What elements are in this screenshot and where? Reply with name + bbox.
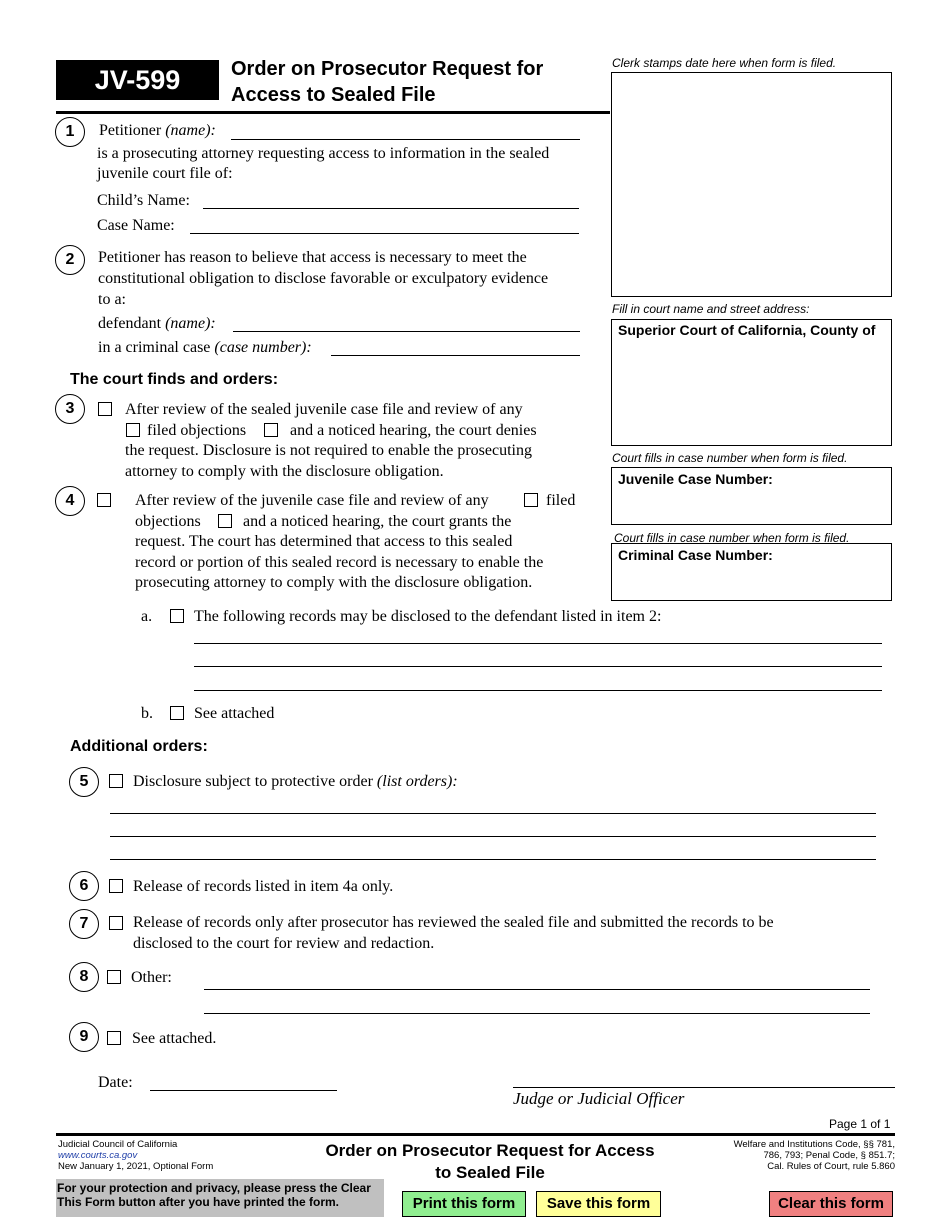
item-6-number: 6 xyxy=(69,871,99,901)
item-4-filed-checkbox[interactable] xyxy=(524,493,538,507)
item-3-filed-objections-checkbox[interactable] xyxy=(126,423,140,437)
item-4-line1: After review of the juvenile case file and review of any xyxy=(135,492,489,509)
item-4a-field-line2[interactable] xyxy=(194,666,882,667)
footer-code-line3: Cal. Rules of Court, rule 5.860 xyxy=(767,1161,895,1172)
item-9-checkbox[interactable] xyxy=(107,1031,121,1045)
criminal-case-title: Criminal Case Number: xyxy=(618,547,773,563)
item-5-field-line1[interactable] xyxy=(110,813,876,814)
item-4-number: 4 xyxy=(55,486,85,516)
item-3-line1: After review of the sealed juvenile case file and review of any xyxy=(125,401,523,418)
item-1-petitioner xyxy=(99,121,216,141)
item-4-line3: request. The court has determined that access to this sealed xyxy=(135,533,513,550)
item-3-noticed-hearing-checkbox[interactable] xyxy=(264,423,278,437)
item-4-noticed-hearing-checkbox[interactable] xyxy=(218,514,232,528)
item-9-number: 9 xyxy=(69,1022,99,1052)
item-1-text-line2: juvenile court file of: xyxy=(97,165,233,182)
item-7-line1: Release of records only after prosecutor has reviewed the sealed file and submitted the records to be xyxy=(133,914,774,931)
clerk-stamp-box xyxy=(611,72,892,297)
judge-label: Judge or Judicial Officer xyxy=(513,1089,685,1108)
criminal-text: in a criminal case xyxy=(98,339,211,356)
item-3-line4: attorney to comply with the disclosure obligation. xyxy=(125,463,444,480)
defendant-label xyxy=(98,314,216,334)
additional-orders-heading: Additional orders: xyxy=(70,738,208,755)
item-3-filed-objections: filed objections xyxy=(147,422,247,439)
date-field[interactable] xyxy=(150,1090,337,1091)
item-8-field-line2[interactable] xyxy=(204,1013,870,1014)
item-4-noticed-hearing: and a noticed hearing, the court grants the xyxy=(243,513,512,530)
defendant-text: defendant xyxy=(98,315,162,332)
juvenile-case-label: Court fills in case number when form is filed. xyxy=(612,451,848,465)
item-2-text-line2: constitutional obligation to disclose favorable or exculpatory evidence xyxy=(98,270,549,287)
petitioner-name-field[interactable] xyxy=(231,139,580,140)
item-3-checkbox[interactable] xyxy=(98,402,112,416)
judge-signature-line[interactable] xyxy=(513,1087,895,1088)
item-3-number: 3 xyxy=(55,394,85,424)
child-name-label: Child’s Name: xyxy=(97,192,190,209)
petitioner-label: Petitioner xyxy=(99,122,162,139)
item-4b-checkbox[interactable] xyxy=(170,706,184,720)
item-7-checkbox[interactable] xyxy=(109,916,123,930)
item-5-text xyxy=(133,772,458,792)
footer-website[interactable]: www.courts.ca.gov xyxy=(58,1150,138,1161)
item-4a-text: The following records may be disclosed to the defendant listed in item 2: xyxy=(194,608,662,625)
privacy-notice-line2: This Form button after you have printed the form. xyxy=(57,1195,340,1209)
court-address-box[interactable] xyxy=(611,319,892,446)
footer-code-line1: Welfare and Institutions Code, §§ 781, xyxy=(733,1139,895,1150)
item-2-number: 2 xyxy=(55,245,85,275)
form-title-line1: Order on Prosecutor Request for xyxy=(231,58,544,80)
item-8-checkbox[interactable] xyxy=(107,970,121,984)
form-id: JV-599 xyxy=(94,65,181,95)
criminal-case-number-label xyxy=(98,338,312,358)
date-label: Date: xyxy=(98,1074,133,1091)
clear-form-button[interactable]: Clear this form xyxy=(769,1191,893,1217)
item-4-objections: objections xyxy=(135,513,201,530)
item-1-text-line1: is a prosecuting attorney requesting access to information in the sealed xyxy=(97,145,550,162)
item-8-text: Other: xyxy=(131,969,172,986)
item-7-line2: disclosed to the court for review and redaction. xyxy=(133,935,435,952)
item-7-number: 7 xyxy=(69,909,99,939)
item-4a-checkbox[interactable] xyxy=(170,609,184,623)
criminal-case-number-field[interactable] xyxy=(331,355,580,356)
item-5-field-line3[interactable] xyxy=(110,859,876,860)
juvenile-case-title: Juvenile Case Number: xyxy=(618,471,773,487)
court-address-value: Superior Court of California, County of xyxy=(618,322,876,338)
item-4a-letter: a. xyxy=(141,608,153,625)
defendant-name-field[interactable] xyxy=(233,331,580,332)
item-1-number: 1 xyxy=(55,117,85,147)
clerk-stamp-label: Clerk stamps date here when form is filed. xyxy=(612,56,837,70)
item-8-number: 8 xyxy=(69,962,99,992)
case-name-field[interactable] xyxy=(190,233,579,234)
petitioner-hint: (name): xyxy=(165,122,216,139)
footer-code-line2: 786, 793; Penal Code, § 851.7; xyxy=(763,1150,895,1161)
defendant-hint: (name): xyxy=(165,315,216,332)
case-name-label: Case Name: xyxy=(97,217,175,234)
save-form-button[interactable]: Save this form xyxy=(536,1191,661,1217)
item-4b-letter: b. xyxy=(141,705,153,722)
findings-heading: The court finds and orders: xyxy=(70,371,279,388)
item-4b-text: See attached xyxy=(194,705,275,722)
header-rule xyxy=(56,111,610,114)
item-3-line3: the request. Disclosure is not required to enable the prosecuting xyxy=(125,442,532,459)
privacy-notice-line1: For your protection and privacy, please press the Clear xyxy=(57,1181,371,1195)
footer-council: Judicial Council of California xyxy=(58,1139,178,1150)
item-8-field-line1[interactable] xyxy=(204,989,870,990)
criminal-case-label: Court fills in case number when form is filed. xyxy=(614,531,850,545)
item-5-number: 5 xyxy=(69,767,99,797)
page-number: Page 1 of 1 xyxy=(829,1117,891,1131)
child-name-field[interactable] xyxy=(203,208,579,209)
item-4-filed: filed xyxy=(546,492,576,509)
item-6-text: Release of records listed in item 4a only. xyxy=(133,878,394,895)
item-3-noticed-hearing: and a noticed hearing, the court denies xyxy=(290,422,537,439)
item-4a-field-line3[interactable] xyxy=(194,690,882,691)
item-9-text: See attached. xyxy=(132,1030,217,1047)
footer-revised: New January 1, 2021, Optional Form xyxy=(58,1161,214,1172)
item-6-checkbox[interactable] xyxy=(109,879,123,893)
item-5-hint: (list orders): xyxy=(376,773,458,790)
item-4a-field-line1[interactable] xyxy=(194,643,882,644)
item-2-text-line3: to a: xyxy=(98,291,126,308)
item-4-checkbox[interactable] xyxy=(97,493,111,507)
item-5-checkbox[interactable] xyxy=(109,774,123,788)
item-5-field-line2[interactable] xyxy=(110,836,876,837)
item-4-line4: record or portion of this sealed record is necessary to enable the xyxy=(135,554,544,571)
criminal-hint: (case number): xyxy=(214,339,312,356)
form-title-line2: Access to Sealed File xyxy=(231,84,436,106)
print-form-button[interactable]: Print this form xyxy=(402,1191,526,1217)
footer-title-line1: Order on Prosecutor Request for Access xyxy=(325,1141,655,1160)
footer-rule xyxy=(56,1133,895,1136)
court-address-label: Fill in court name and street address: xyxy=(612,302,810,316)
item-4-line5: prosecuting attorney to comply with the disclosure obligation. xyxy=(135,574,533,591)
footer-title-line2: to Sealed File xyxy=(435,1163,545,1182)
item-5-label: Disclosure subject to protective order xyxy=(133,773,373,790)
item-2-text-line1: Petitioner has reason to believe that access is necessary to meet the xyxy=(98,249,527,266)
